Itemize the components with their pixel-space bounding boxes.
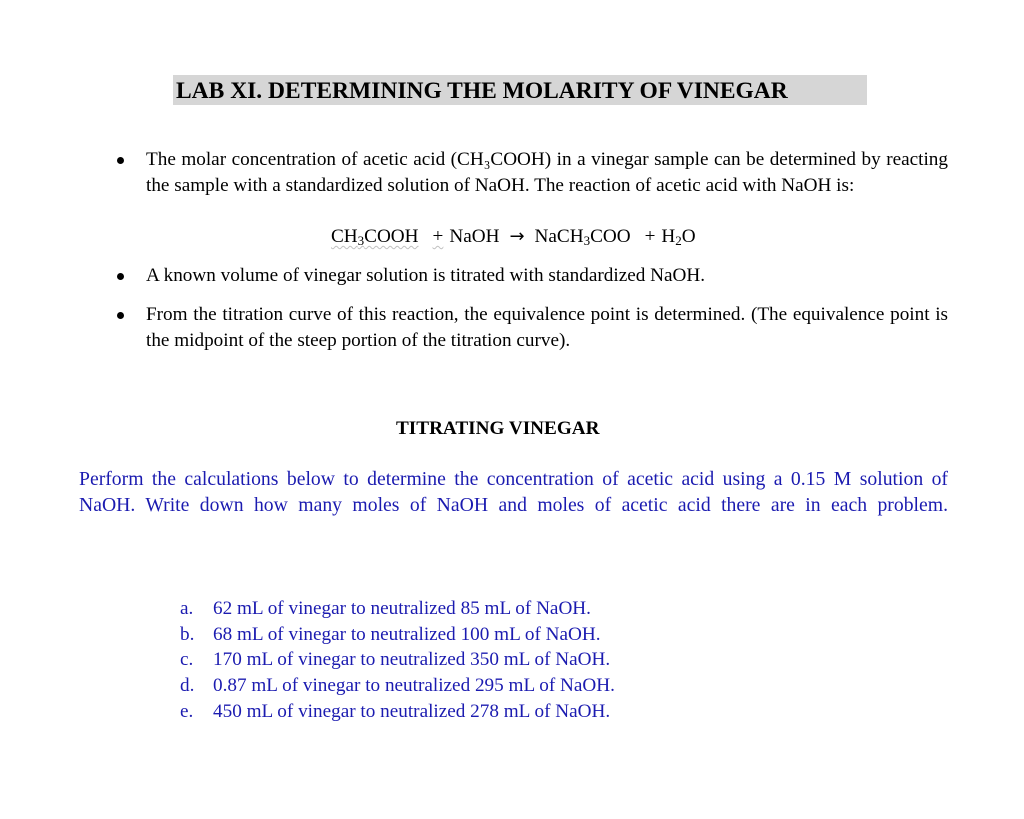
reaction-equation: $CH_3COOH$ + NaOH → NaCH$_3$COO + $H_2O$ <box>331 226 696 248</box>
page-title: LAB XI. DETERMINING THE MOLARITY OF VINEGAR <box>173 75 867 105</box>
list-item: b. 68 mL of vinegar to neutralized 100 mL of NaOH. <box>180 623 601 645</box>
bullet-icon <box>117 157 124 164</box>
bullet-icon <box>117 273 124 280</box>
bullet-item-3: From the titration curve of this reaction, the equivalence point is determined. (The equivalence point is the midpoint of the steep portion of the titration curve). <box>146 304 948 351</box>
bullet-item-1: The molar concentration of acetic acid (CH₃COOH) in a vinegar sample can be determined by reacting the sample with a standardized solution of NaOH. The reaction of acetic acid with NaOH is: <box>146 149 948 196</box>
problem-list <box>180 596 615 725</box>
reactant-acetic-acid: $CH_3COOH$ + <box>331 226 444 248</box>
instructions-paragraph: Perform the calculations below to determine the concentration of acetic acid using a 0.15 M solution of NaOH. Write down how many moles of NaOH and moles of acetic acid there are in each problem. <box>79 468 948 516</box>
product-water: $H_2O$ <box>661 226 696 248</box>
bullet-item-2: A known volume of vinegar solution is titrated with standardized NaOH. <box>146 265 705 286</box>
list-item: a. 62 mL of vinegar to neutralized 85 mL of NaOH. <box>180 598 591 619</box>
bullet-icon <box>117 312 124 319</box>
list-item: d. 0.87 mL of vinegar to neutralized 295 mL of NaOH. <box>180 675 615 697</box>
list-item: e. 450 mL of vinegar to neutralized 278 mL of NaOH. <box>180 700 611 722</box>
list-item: c. 170 mL of vinegar to neutralized 350 mL of NaOH. <box>180 649 611 671</box>
section-heading: TITRATING VINEGAR <box>396 418 600 439</box>
reaction-arrow-icon: → <box>509 226 525 247</box>
reactant-naoh: NaOH <box>449 226 500 247</box>
product-sodium-acetate: NaCH$_3$COO <box>534 226 631 248</box>
